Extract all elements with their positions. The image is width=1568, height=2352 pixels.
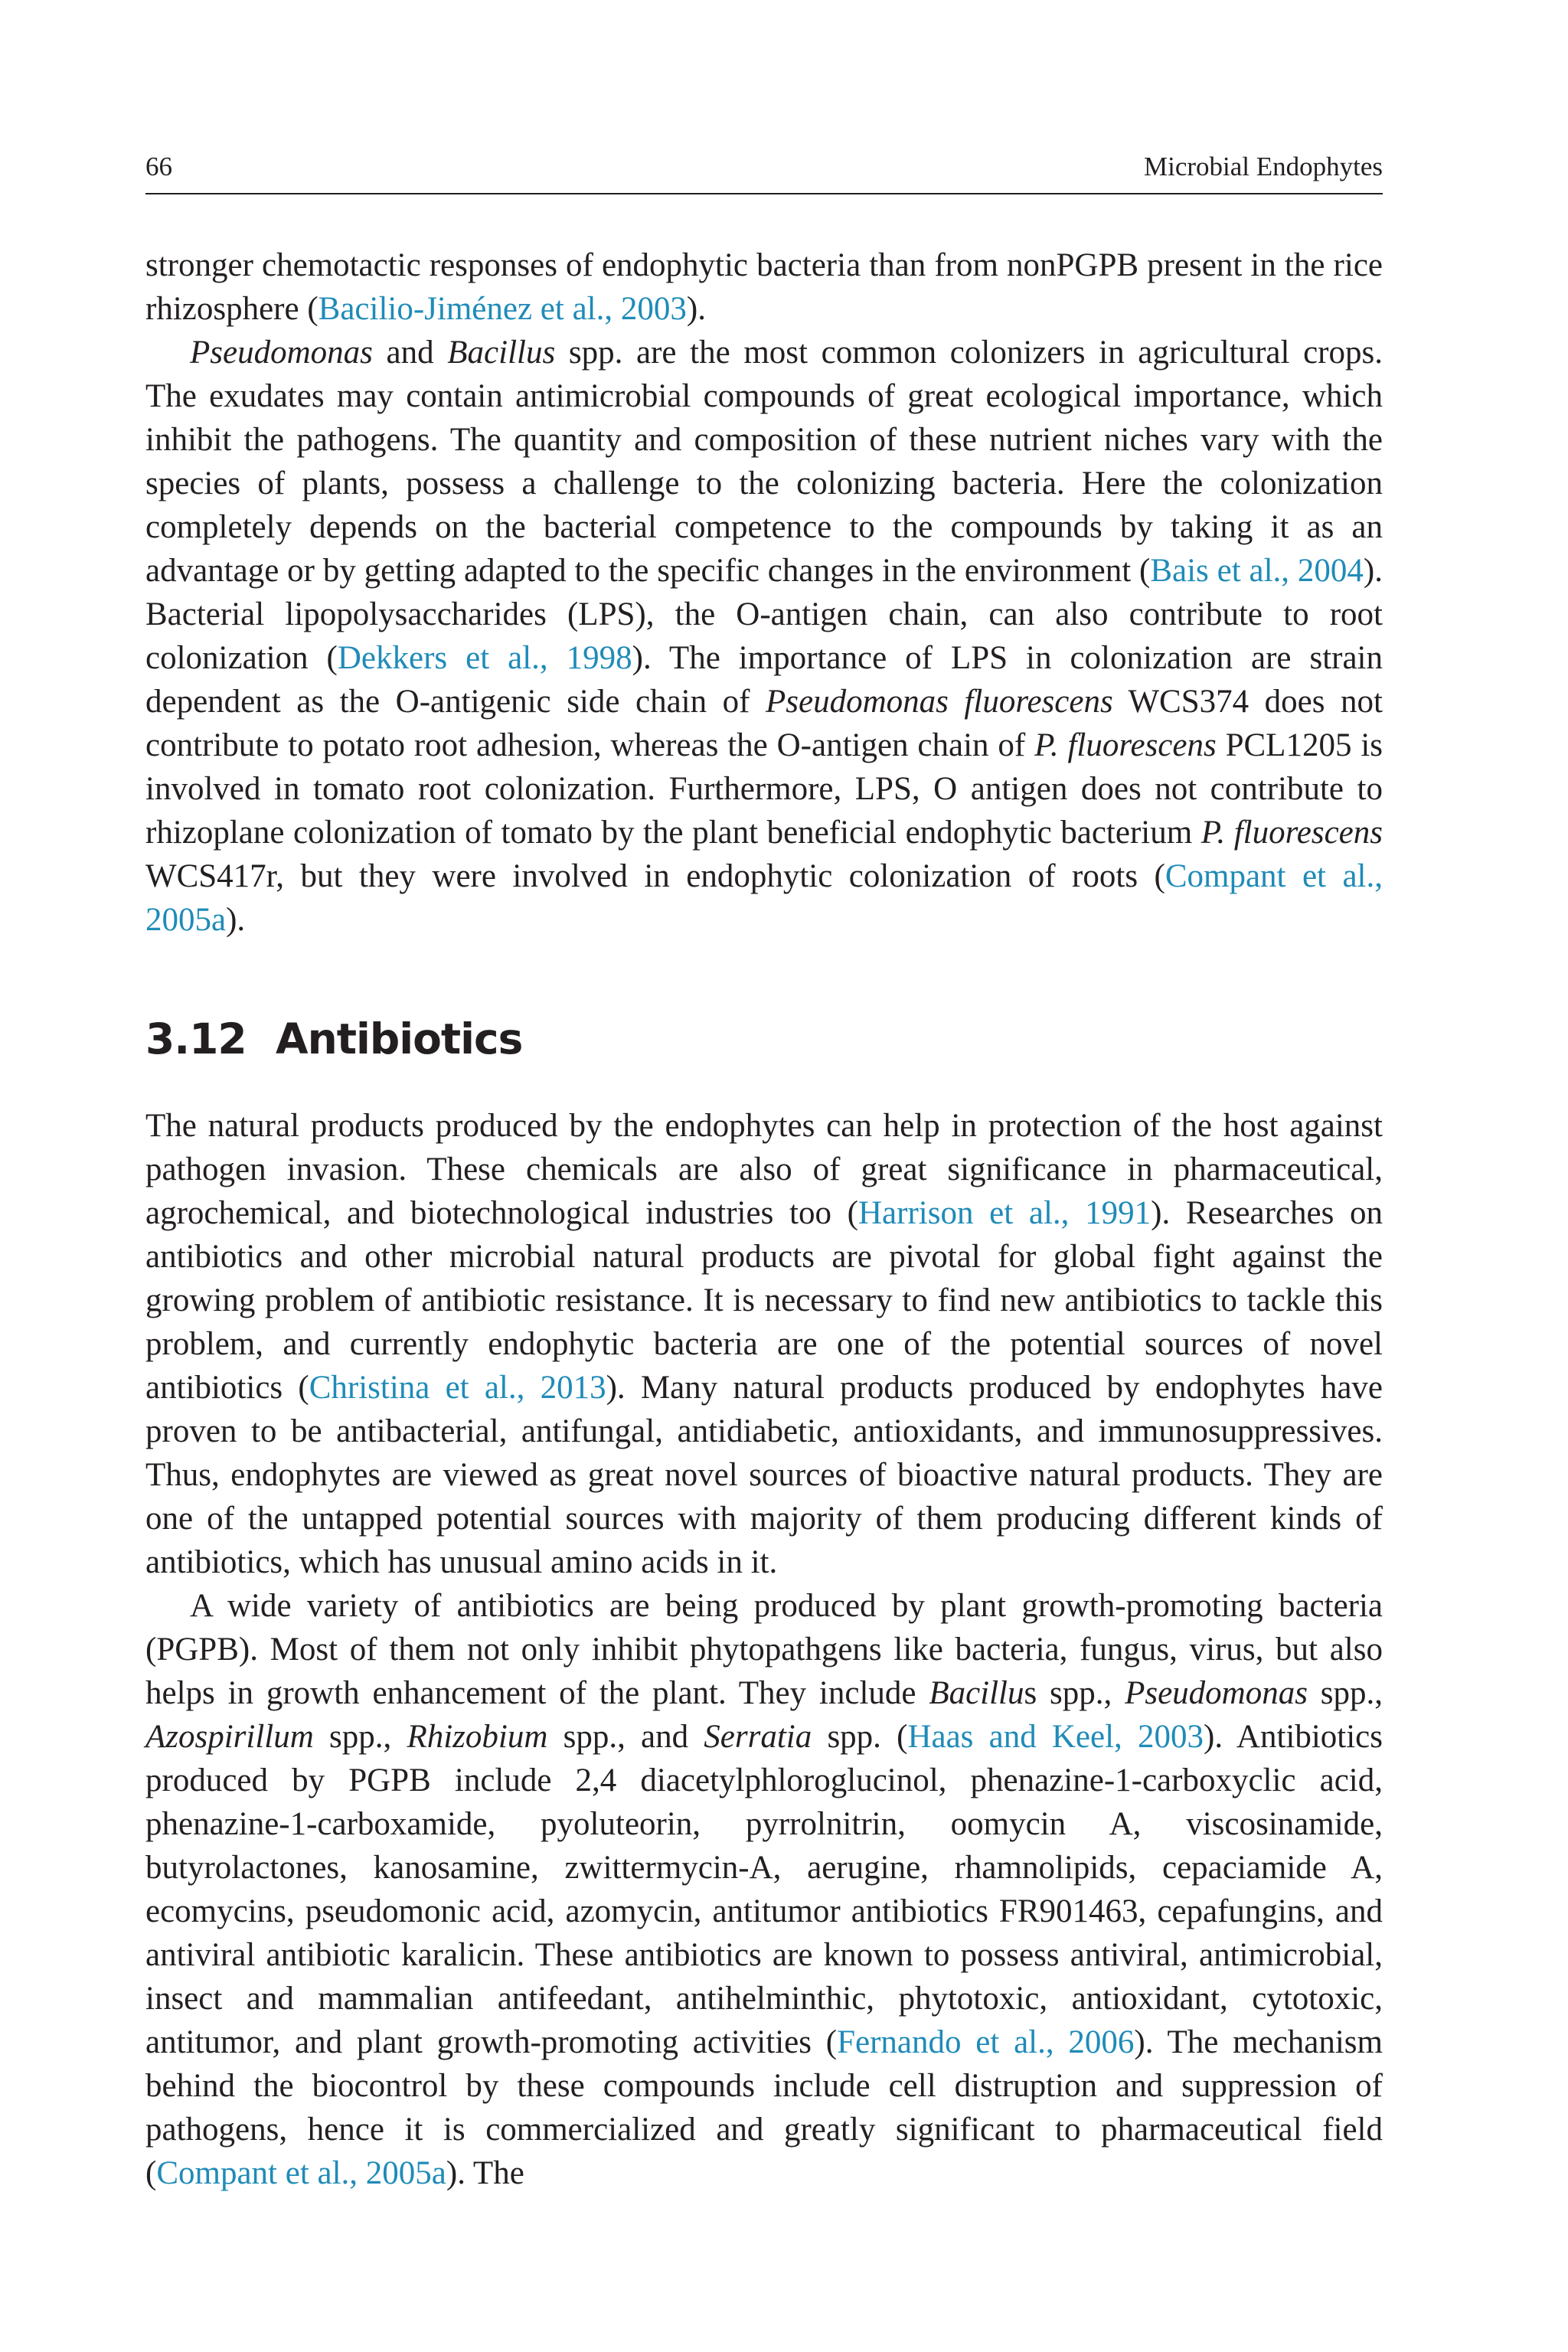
text-run: ). xyxy=(226,902,246,938)
page-number: 66 xyxy=(145,152,172,181)
citation-link[interactable]: Haas and Keel, 2003 xyxy=(907,1719,1204,1755)
taxon-name: Pseudomonas fluorescens xyxy=(766,684,1113,720)
text-run: ). xyxy=(686,291,706,327)
taxon-name: Serratia xyxy=(704,1719,812,1755)
text-run: WCS417r, but they were involved in endophytic colonization of roots ( xyxy=(145,858,1165,894)
citation-link[interactable]: Compant et al., 2005a xyxy=(145,858,1383,938)
text-run: ). The importance of LPS in colonization are strain dependent as the O-antigenic side chain of xyxy=(145,640,1383,720)
section-title: Antibiotics xyxy=(276,1014,523,1063)
paragraph-2 xyxy=(145,331,1383,942)
text-run: PCL1205 is involved in tomato root colonization. Furthermore, LPS, O antigen does not contribute to rhizoplane colonization of tomato by the plant beneficial endophytic bacterium xyxy=(145,727,1383,851)
text-run: spp. are the most common colonizers in agricultural crops. The exudates may contain antimicrobial compounds of great ecological importance, which inhibit the pathogens. The quantity and composition of these nutrient niches vary with the species of plants, possess a challenge to the colonizing bacteria. Here the colonization completely depends on the bacterial competence to the compounds by taking it as an advantage or by getting adapted to the specific changes in the environment ( xyxy=(145,335,1383,589)
running-head xyxy=(145,150,1383,194)
text-run: spp., xyxy=(1307,1675,1383,1711)
text-run: spp., and xyxy=(547,1719,704,1755)
paragraph-4 xyxy=(145,1584,1383,2195)
text-run: ). Bacterial lipopolysaccharides (LPS), the O-antigen chain, can also contribute to root colonization ( xyxy=(145,553,1383,676)
taxon-name: P. fluorescens xyxy=(1034,727,1217,763)
section-heading xyxy=(145,1012,1383,1066)
citation-link[interactable]: Dekkers et al., 1998 xyxy=(337,640,632,676)
taxon-name: Azospirillum xyxy=(145,1719,314,1755)
citation-link[interactable]: Compant et al., 2005a xyxy=(156,2155,446,2191)
citation-link[interactable]: Harrison et al., 1991 xyxy=(858,1195,1152,1231)
taxon-name: Bacillu xyxy=(929,1675,1024,1711)
citation-link[interactable]: Fernando et al., 2006 xyxy=(837,2024,1135,2060)
body-text xyxy=(145,243,1383,2195)
taxon-name: Bacillus xyxy=(447,335,556,371)
text-run: ). Antibiotics produced by PGPB include 2,4 diacetylphloroglucinol, phenazine-1-carboxyclic acid, phenazine-1-carboxamide, pyoluteorin, pyrrolnitrin, oomycin A, viscosinamide, butyrolactones, kanosamine, zwittermycin-A, aerugine, rhamnolipids, cepaciamide A, ecomycins, pseudomonic acid, azomycin, antitumor antibiotics FR901463, cepafungins, and antiviral antibiotic karalicin. These antibiotics are known to possess antiviral, antimicrobial, insect and mammalian antifeedant, antihelminthic, phytotoxic, antioxidant, cytotoxic, antitumor, and plant growth-promoting activities ( xyxy=(145,1719,1383,2060)
running-title: Microbial Endophytes xyxy=(1143,152,1383,181)
text-run: ). The xyxy=(446,2155,524,2191)
paragraph-1 xyxy=(145,243,1383,331)
paragraph-3 xyxy=(145,1104,1383,1584)
text-run: ). Many natural products produced by endophytes have proven to be antibacterial, antifungal, antidiabetic, antioxidants, and immunosuppressives. Thus, endophytes are viewed as great novel sources of bioactive natural products. They are one of the untapped potential sources with majority of them producing different kinds of antibiotics, which has unusual amino acids in it. xyxy=(145,1370,1383,1580)
citation-link[interactable]: Christina et al., 2013 xyxy=(309,1370,606,1406)
taxon-name: P. fluorescens xyxy=(1200,815,1383,851)
text-run: ). The mechanism behind the biocontrol by these compounds include cell distruption and suppression of pathogens, hence it is commercialized and greatly significant to pharmaceutical field ( xyxy=(145,2024,1383,2191)
text-run: ). Researches on antibiotics and other microbial natural products are pivotal for global fight against the growing problem of antibiotic resistance. It is necessary to find new antibiotics to tackle this problem, and currently endophytic bacteria are one of the potential sources of novel antibiotics ( xyxy=(145,1195,1383,1406)
text-run: spp., xyxy=(313,1719,407,1755)
text-run: s spp., xyxy=(1024,1675,1125,1711)
taxon-name: Pseudomonas xyxy=(190,335,373,371)
taxon-name: Rhizobium xyxy=(407,1719,548,1755)
citation-link[interactable]: Bais et al., 2004 xyxy=(1150,553,1364,589)
section-number: 3.12 xyxy=(145,1014,247,1063)
text-run: spp. ( xyxy=(812,1719,908,1755)
taxon-name: Pseudomonas xyxy=(1125,1675,1308,1711)
text-run: A wide variety of antibiotics are being produced by plant growth-promoting bacteria (PGPB). Most of them not only inhibit phytopathgens like bacteria, fungus, virus, but also helps in growth enhancement of the plant. They include xyxy=(145,1588,1383,1711)
text-run: The natural products produced by the endophytes can help in protection of the host against pathogen invasion. These chemicals are also of great significance in pharmaceutical, agrochemical, and biotechnological industries too ( xyxy=(145,1108,1383,1231)
text-run: stronger chemotactic responses of endophytic bacteria than from nonPGPB present in the rice rhizosphere ( xyxy=(145,247,1383,327)
citation-link[interactable]: Bacilio-Jiménez et al., 2003 xyxy=(318,291,687,327)
text-run: and xyxy=(372,335,448,371)
text-run: WCS374 does not contribute to potato root adhesion, whereas the O-antigen chain of xyxy=(145,684,1383,763)
